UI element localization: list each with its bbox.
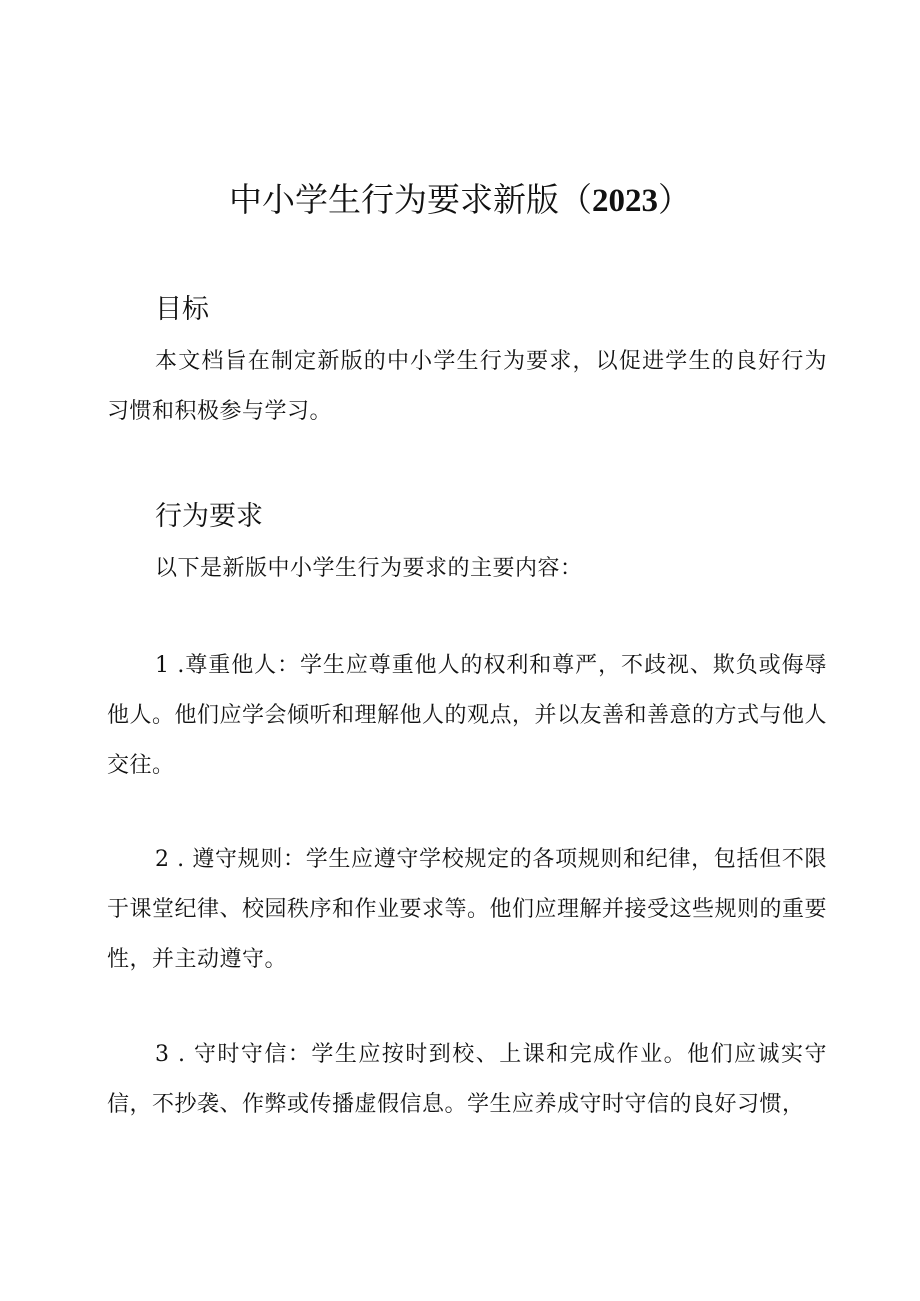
title-main: 中小学生行为要求新版（	[229, 180, 592, 219]
requirement-item-3: 3 . 守时守信：学生应按时到校、上课和完成作业。他们应诚实守信，不抄袭、作弊或传播虚假信息。学生应养成守时守信的良好习惯，	[107, 1042, 827, 1117]
section-heading-requirements: 行为要求	[155, 501, 263, 532]
document-title	[0, 176, 920, 225]
section-heading-goal: 目标	[155, 294, 209, 325]
requirement-item-1: 1 .尊重他人：学生应尊重他人的权利和尊严，不歧视、欺负或侮辱他人。他们应学会倾听和理解他人的观点，并以友善和善意的方式与他人交往。	[107, 653, 828, 778]
requirement-item-2: 2 . 遵守规则：学生应遵守学校规定的各项规则和纪律，包括但不限于课堂纪律、校园秩序和作业要求等。他们应理解并接受这些规则的重要性，并主动遵守。	[107, 847, 828, 972]
goal-paragraph: 本文档旨在制定新版的中小学生行为要求，以促进学生的良好行为习惯和积极参与学习。	[107, 349, 827, 424]
title-close: ）	[658, 180, 691, 219]
title-year: 2023	[592, 183, 658, 219]
requirements-intro: 以下是新版中小学生行为要求的主要内容：	[155, 556, 583, 581]
